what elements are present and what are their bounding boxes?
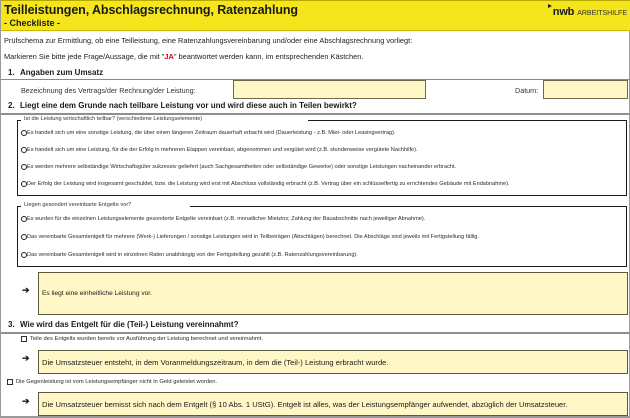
option-label: Es werden mehrere selbständige Wirtschaftsgüter sukzessiv geliefert (auch Sachgesamtheiten oder selbständige Gewerke) oder sonstige Leistungen nacheinander erbracht. bbox=[27, 164, 457, 170]
section-2-number: 2. bbox=[8, 101, 15, 110]
arrow-right-icon: ➔ bbox=[22, 353, 30, 363]
brand-marker-icon bbox=[548, 4, 552, 8]
arrow-right-icon: ➔ bbox=[22, 396, 30, 406]
brand-suffix: ARBEITSHILFE bbox=[577, 10, 627, 17]
contract-input[interactable] bbox=[233, 80, 426, 99]
non-cash-result: Die Umsatzsteuer bemisst sich nach dem Entgelt (§ 10 Abs. 1 UStG). Entgelt ist alles, was der Leistungsempfänger aufwendet, abzüglich der Umsatzsteuer. bbox=[38, 392, 628, 416]
section-1-heading bbox=[8, 68, 103, 77]
section-3-heading bbox=[8, 320, 238, 329]
frame-top-line bbox=[190, 206, 626, 207]
brand-name: nwb bbox=[552, 6, 575, 18]
separate-fees-option[interactable] bbox=[21, 234, 479, 240]
section-2-heading bbox=[8, 101, 357, 110]
page-title: Teilleistungen, Abschlagsrechnung, Ratenzahlung bbox=[4, 3, 298, 17]
arrow-right-icon: ➔ bbox=[22, 285, 30, 295]
instruction-text bbox=[4, 52, 363, 61]
section-3-number: 3. bbox=[8, 320, 15, 329]
frame-top-line bbox=[308, 120, 626, 121]
frame-corner bbox=[17, 206, 21, 207]
checkbox-label: Die Gegenleistung ist vom Leistungsempfänger nicht in Geld geleistet worden. bbox=[16, 379, 218, 385]
divisibility-group bbox=[17, 116, 627, 196]
option-label: Es handelt sich um eine sonstige Leistung, die über einen längeren Zeitraum dauerhaft erbacht wird (Dauerleistung - z.B. Miet- oder Leasingvertrag). bbox=[27, 130, 396, 136]
date-input[interactable] bbox=[543, 80, 628, 99]
frame-corner bbox=[17, 120, 21, 121]
non-cash-checkbox-row[interactable] bbox=[7, 379, 217, 385]
advance-payment-result: Die Umsatzsteuer entsteht, in dem Voranmeldungszeitraum, in dem die (Teil-) Leistung erbracht wurde. bbox=[38, 350, 628, 374]
contract-label: Bezeichnung des Vertrags/der Rechnung/der Leistung: bbox=[21, 86, 196, 95]
separate-fees-legend: Liegen gesondert vereinbarte Entgelte vor? bbox=[24, 202, 132, 208]
instruction-highlight: JA bbox=[164, 52, 174, 61]
divisibility-option[interactable] bbox=[21, 164, 456, 170]
checkbox[interactable] bbox=[21, 336, 27, 342]
divisibility-option[interactable] bbox=[21, 147, 418, 153]
separate-fees-group bbox=[17, 202, 627, 267]
date-label: Datum: bbox=[515, 86, 539, 95]
checkbox[interactable] bbox=[7, 379, 13, 385]
option-label: Es handelt sich um eine Leistung, für die der Erfolg in mehreren Etappen vereinbart, abgenommen und vergütet wird (z.B. stundenweise vergütete Nachhilfe). bbox=[27, 147, 418, 153]
divider bbox=[1, 332, 630, 334]
option-label: Der Erfolg der Leistung wird insgesamt geschuldet, bzw. die Leistung wird erst mit Abschluss vollständig erbracht (z.B. Vertrag über ein schlüsselfertig zu errichtendes Gebäude mit Endabnahme). bbox=[27, 181, 510, 187]
separate-fees-option[interactable] bbox=[21, 216, 425, 222]
separate-fees-option[interactable] bbox=[21, 252, 358, 258]
page-subtitle: - Checkliste - bbox=[4, 18, 61, 28]
section-2-title: Liegt eine dem Grunde nach teilbare Leistung vor und wird diese auch in Teilen bewirkt? bbox=[20, 101, 357, 110]
section-1-title: Angaben zum Umsatz bbox=[20, 68, 104, 77]
option-label: Das vereinbarte Gesamtentgelt wird in einzelnen Raten unabhängig von der Fertigstellung gezahlt (z.B. Ratenzahlungsvereinbarung). bbox=[27, 252, 358, 258]
option-label: Es wurden für die einzelnen Leistungselemente gesonderte Entgelte vereinbart (z.B. monatlicher Mietzins; Zahlung der Bauabschnitte nach jeweiliger Abnahme). bbox=[27, 216, 426, 222]
instruction-before: Markieren Sie bitte jede Frage/Aussage, die mit " bbox=[4, 52, 165, 61]
instruction-after: " beantwortet werden kann, im entsprechenden Kästchen. bbox=[173, 52, 364, 61]
checkbox-label: Teile des Entgelts wurden bereits vor Ausführung der Leistung berechnet und vereinnahmt. bbox=[30, 336, 263, 342]
divisibility-option[interactable] bbox=[21, 130, 395, 136]
header-banner bbox=[1, 0, 630, 31]
divisibility-option[interactable] bbox=[21, 181, 510, 187]
option-label: Das vereinbarte Gesamtentgelt für mehrere (Werk-) Lieferungen / sonstige Leistungen wird in Teilbeträgen (Abschlägen) berechnet. Die Abschläge sind jeweils mit Fertigstellung fällig. bbox=[27, 234, 479, 240]
divisibility-legend: Ist die Leistung wirtschaftlich teilbar? (verschiedene Leistungselemente) bbox=[24, 116, 203, 122]
section-1-number: 1. bbox=[8, 68, 15, 77]
intro-text: Prüfschema zur Ermittlung, ob eine Teilleistung, eine Ratenzahlungsvereinbarung und/oder eine Abschlagsrechnung vorliegt: bbox=[4, 36, 413, 45]
divider bbox=[1, 113, 630, 115]
section-2-result: Es liegt eine einheitliche Leistung vor. bbox=[38, 272, 628, 315]
brand-logo bbox=[553, 6, 627, 18]
section-3-title: Wie wird das Entgelt für die (Teil-) Leistung vereinnahmt? bbox=[20, 320, 239, 329]
advance-payment-checkbox-row[interactable] bbox=[21, 336, 263, 342]
